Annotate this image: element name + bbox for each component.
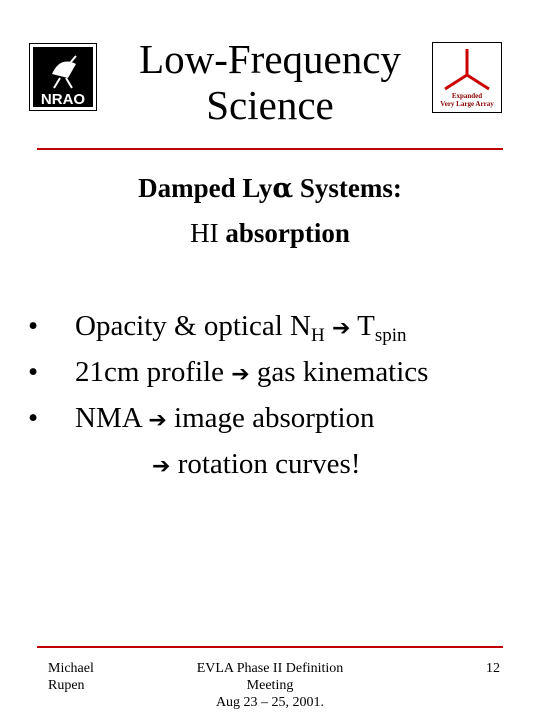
list-item (28, 349, 528, 395)
footer-divider (37, 646, 503, 648)
subtitle-line-1 (60, 166, 480, 211)
slide-title (110, 36, 430, 128)
bullet-icon: • (28, 356, 39, 388)
author-first-name: Michael (48, 661, 94, 676)
subtitle-text-end: Systems: (293, 173, 402, 203)
title-line-2: Science (206, 82, 334, 128)
bullet-list (28, 303, 528, 487)
bullet-text: Opacity & optical $N_H$ ➔ $T_{spin}$ (75, 310, 407, 346)
array-y-icon (433, 45, 501, 95)
greek-alpha: α (272, 173, 294, 204)
bullet-icon: • (28, 310, 39, 342)
list-item (28, 395, 528, 441)
arrow-icon: ➔ (152, 454, 171, 479)
footer-event (170, 660, 370, 711)
arrow-icon: ➔ (231, 362, 250, 387)
arrow-icon: ➔ (148, 408, 167, 433)
bullet-icon: • (28, 402, 39, 434)
list-item-continuation (28, 441, 528, 487)
nrao-logo-text: NRAO (40, 91, 86, 108)
subtitle-line-2 (60, 211, 480, 256)
subtitle-text: Damped Ly (138, 173, 273, 203)
radio-telescope-icon (30, 44, 96, 110)
evla-caption-line-1: Expanded (451, 92, 483, 100)
absorption-label: absorption (218, 218, 350, 248)
slide-subtitle (60, 166, 480, 256)
hi-label: HI (190, 218, 219, 248)
event-line-2: Meeting (246, 678, 294, 693)
event-date: Aug 23 – 25, 2001. (215, 695, 325, 710)
nrao-logo (29, 43, 97, 111)
evla-logo (432, 42, 502, 113)
evla-caption-line-2: Very Large Array (440, 100, 494, 108)
bullet-text: NMA ➔ image absorption (75, 402, 375, 434)
bullet-text: 21cm profile ➔ gas kinematics (75, 356, 429, 388)
event-line-1: EVLA Phase II Definition (196, 661, 344, 676)
footer-author (48, 660, 138, 694)
list-item (28, 303, 528, 349)
bullet-text: ➔ rotation curves! (152, 448, 361, 480)
arrow-icon: ➔ (331, 316, 351, 341)
author-last-name: Rupen (48, 678, 85, 693)
title-line-1: Low-Frequency (139, 36, 401, 82)
header-divider (37, 148, 503, 150)
page-number: 12 (486, 661, 500, 676)
